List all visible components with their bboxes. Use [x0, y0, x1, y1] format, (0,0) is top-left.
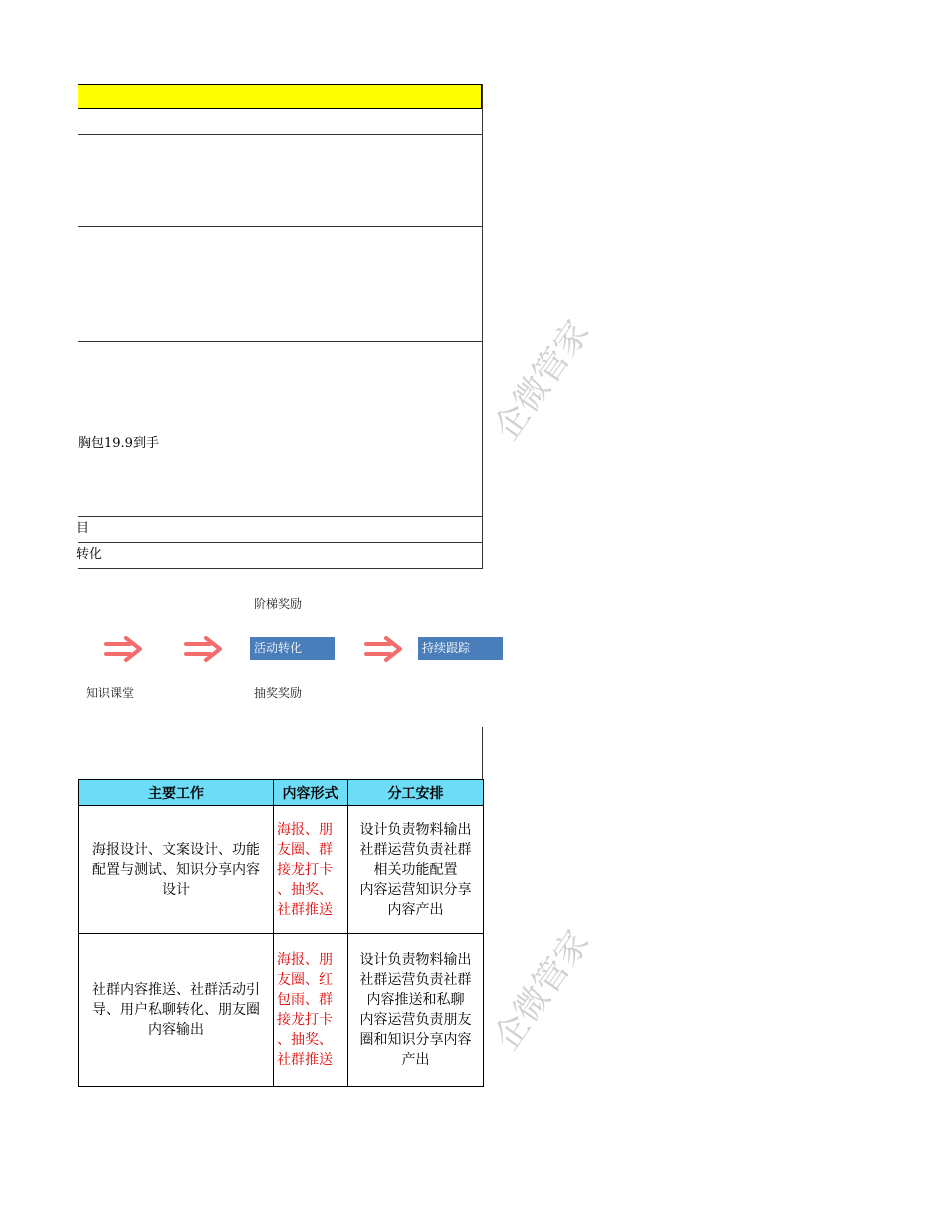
row-divider	[78, 516, 483, 517]
flow-step-followup: 持续跟踪	[418, 637, 503, 660]
table-header-row	[79, 780, 484, 806]
flow-arrow-icon	[104, 634, 144, 664]
flow-arrow-icon	[364, 634, 404, 664]
cell-content-form: 海报、朋 友圈、群 接龙打卡 、抽奖、 社群推送	[274, 806, 348, 934]
flow-label-tier-reward: 阶梯奖励	[254, 597, 303, 611]
row-divider	[78, 568, 483, 569]
row-divider	[78, 226, 483, 227]
header-main-work: 主要工作	[79, 780, 274, 806]
row-divider	[78, 134, 483, 135]
yellow-header-row	[78, 84, 482, 109]
row-divider	[78, 341, 483, 342]
header-assignment: 分工安排	[348, 780, 484, 806]
cell-main-work: 社群内容推送、社群活动引 导、用户私聊转化、朋友圈 内容输出	[79, 934, 274, 1087]
flow-arrow-icon	[184, 634, 224, 664]
cell-main-work: 海报设计、文案设计、功能 配置与测试、知识分享内容 设计	[79, 806, 274, 934]
promo-text: 胸包19.9到手	[78, 436, 159, 451]
work-plan-table	[78, 779, 484, 1087]
flow-label-lottery-reward: 抽奖奖励	[254, 686, 303, 700]
cell-fragment: 转化	[76, 547, 103, 562]
row-divider	[78, 542, 483, 543]
watermark-text: 企微管家	[486, 923, 598, 1058]
cell-assignment: 设计负责物料输出 社群运营负责社群 内容推送和私聊 内容运营负责朋友 圈和知识分享内容 产出	[348, 934, 484, 1087]
flow-step-activity: 活动转化	[250, 637, 335, 660]
table-row	[79, 806, 484, 934]
header-content-form: 内容形式	[274, 780, 348, 806]
watermark-text: 企微管家	[486, 313, 598, 448]
right-border	[482, 84, 483, 569]
cell-content-form: 海报、朋 友圈、红 包雨、群 接龙打卡 、抽奖、 社群推送	[274, 934, 348, 1087]
table-row	[79, 934, 484, 1087]
flow-label-knowledge: 知识课堂	[86, 686, 135, 700]
cell-assignment: 设计负责物料输出 社群运营负责社群 相关功能配置 内容运营知识分享 内容产出	[348, 806, 484, 934]
cell-fragment: 目	[76, 521, 90, 536]
right-border	[482, 727, 483, 779]
